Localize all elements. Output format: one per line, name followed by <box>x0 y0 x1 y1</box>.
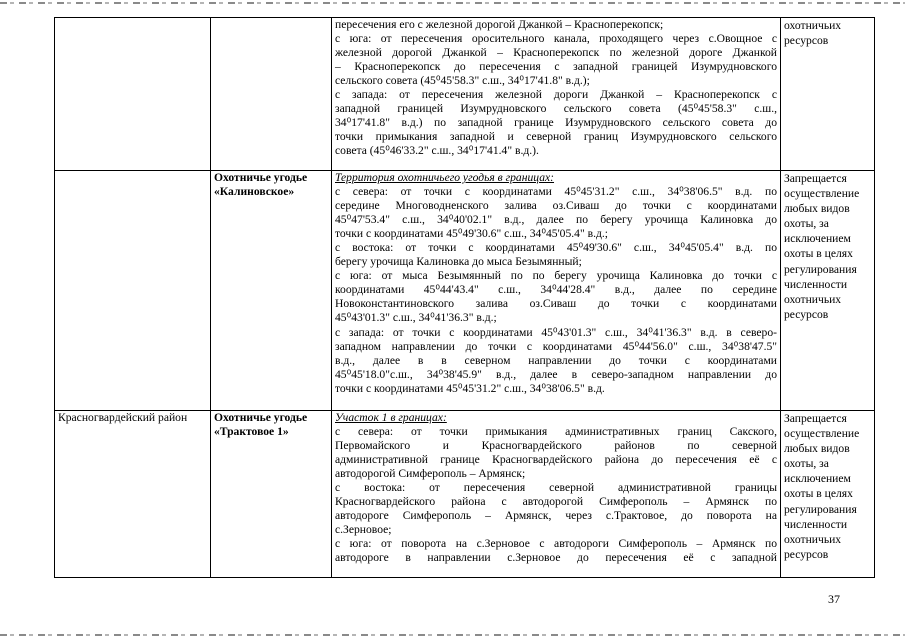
boundary-line: административной границе Красногвардейского района до пересечения её с <box>335 453 777 467</box>
restriction-line: ресурсов <box>784 34 829 48</box>
boundary-line: автодорогой Симферополь – Армянск; <box>335 467 526 481</box>
boundary-line: 45⁰43'01.3" с.ш., 34⁰41'36.3" в.д.; <box>335 311 497 325</box>
hunting-grounds-table <box>54 17 875 578</box>
restrictions-cell <box>781 411 875 578</box>
boundary-line: берегу урочища Калиновка до мыса Безымянный; <box>335 255 582 269</box>
restriction-line: регулирования <box>784 502 857 516</box>
boundary-line: в.д., далее в в северном направлении до точки с координатами <box>335 353 777 367</box>
restriction-line: охотничьих <box>784 532 842 546</box>
scan-edge-top <box>0 2 905 4</box>
restriction-line: охотничьих <box>784 19 842 32</box>
page-number: 37 <box>828 592 840 606</box>
boundary-line: пересечения его с железной дорогой Джанкой – Красноперекопск; <box>335 18 664 31</box>
boundary-line: Красногвардейского района с автодорогой Симферополь – Армянск по <box>335 495 777 509</box>
boundary-line: с.Зерновое; <box>335 523 392 537</box>
boundary-line: сельского совета (45⁰45'58.3" с.ш., 34⁰17'41.8" в.д.); <box>335 74 590 88</box>
table-row <box>55 171 875 411</box>
restriction-line: численности <box>784 277 848 291</box>
table-row <box>55 411 875 578</box>
restriction-line: ресурсов <box>784 307 829 321</box>
boundary-line: Первомайского и Красногвардейского районов по северной <box>335 439 777 453</box>
boundary-line: с запада: от точки с координатами 45⁰43'01.3" с.ш., 34⁰41'36.3" в.д. в северо- <box>335 325 777 339</box>
restriction-line: Запрещается <box>784 172 847 185</box>
boundary-line: середине Многоводненского залива оз.Сиваш до точки с координатами <box>335 199 777 213</box>
boundary-line: координатами 45⁰44'43.4" с.ш., 34⁰44'28.4" в.д., далее по середине <box>335 283 777 297</box>
boundary-line: с запада: от пересечения железной дороги Джанкой – Красноперекопск с <box>335 88 777 102</box>
restriction-line: охоты в целях <box>784 487 853 501</box>
hunting-ground-name: Охотничье угодье <box>214 411 308 424</box>
boundary-line: совета (45⁰46'33.2" с.ш., 34⁰17'41.4" в.д.). <box>335 144 539 158</box>
boundary-line: 45⁰45'18.0"с.ш., 34⁰38'45.9" в.д., далее в северо-западном направлении до <box>335 367 777 381</box>
boundary-line: с юга: от мыса Безымянный по по берегу урочища Калиновка до точки с <box>335 269 777 283</box>
restriction-line: охотничьих <box>784 292 842 306</box>
district-name: Красногвардейский район <box>58 411 188 424</box>
restriction-line: Запрещается <box>784 412 847 425</box>
restriction-line: численности <box>784 517 848 531</box>
boundary-line: железной дорогой Джанкой – Красноперекопск по железной дороге Джанкой <box>335 46 777 60</box>
boundary-line: 45⁰47'53.4" с.ш., 34⁰40'02.1" в.д., далее по берегу урочища Калиновка до <box>335 213 777 227</box>
section-heading: Участок 1 в границах: <box>335 411 447 424</box>
hunting-ground-name: «Трактовое 1» <box>214 425 289 439</box>
hunting-ground-cell <box>211 411 332 578</box>
boundary-line: точки примыкания западной и северной границ Изумрудновского сельского <box>335 130 777 144</box>
hunting-ground-name: Охотничье угодье <box>214 171 308 184</box>
restriction-line: регулирования <box>784 262 857 276</box>
boundary-line: с севера: от точки примыкания административных границ Сакского, <box>335 425 777 439</box>
boundary-line: автодороге Симферополь – Армянск, через с.Трактовое, до поворота на <box>335 509 777 523</box>
hunting-ground-cell <box>211 18 332 171</box>
boundary-line: с востока: от точки с координатами 45⁰49'30.6" с.ш., 34⁰45'05.4" в.д. по <box>335 241 777 255</box>
boundary-line: Новоконстантиновского залива оз.Сиваш до точки с координатами <box>335 297 777 311</box>
boundary-line: западной границей Изумрудновского сельского совета (45⁰45'58.3" с.ш., <box>335 102 777 116</box>
boundary-description-cell <box>332 18 781 171</box>
restrictions-cell <box>781 18 875 171</box>
hunting-ground-cell <box>211 171 332 411</box>
restriction-line: исключением <box>784 472 851 486</box>
boundary-line: точки с координатами 45⁰49'30.6" с.ш., 34⁰45'05.4" в.д.; <box>335 227 608 241</box>
boundary-line: 34⁰17'41.8" в.д.) по западной границе Изумрудновского сельского совета до <box>335 116 777 130</box>
boundary-line: западном направлении до точки с координатами 45⁰44'56.0" с.ш., 34⁰38'47.5" <box>335 339 777 353</box>
scan-edge-bottom <box>0 634 905 636</box>
restrictions-cell <box>781 171 875 411</box>
hunting-ground-name: «Калиновское» <box>214 185 295 199</box>
boundary-line: с севера: от точки с координатами 45⁰45'31.2" с.ш., 34⁰38'06.5" в.д. по <box>335 185 777 199</box>
section-heading: Территория охотничьего угодья в границах: <box>335 171 555 184</box>
restriction-line: охоты в целях <box>784 247 853 261</box>
restriction-line: исключением <box>784 232 851 246</box>
table-row <box>55 18 875 171</box>
restriction-line: любых видов <box>784 202 850 216</box>
boundary-line: с востока: от пересечения северной административной границы <box>335 481 777 495</box>
restriction-line: охоты, за <box>784 457 829 471</box>
restriction-line: ресурсов <box>784 547 829 561</box>
boundary-line: точки с координатами 45⁰45'31.2" с.ш., 34⁰38'06.5" в.д. <box>335 381 605 395</box>
restriction-line: осуществление <box>784 187 860 201</box>
restriction-line: охоты, за <box>784 217 829 231</box>
boundary-line: автодороге в направлении с.Зерновое до пересечения её с западной <box>335 551 777 565</box>
restriction-line: осуществление <box>784 427 860 441</box>
boundary-description-cell <box>332 171 781 411</box>
district-cell <box>55 18 211 171</box>
boundary-line: с юга: от поворота на с.Зерновое с автодороги Симферополь – Армянск по <box>335 537 777 551</box>
boundary-line: с юга: от пересечения оросительного канала, проходящего через с.Овощное с <box>335 32 777 46</box>
district-cell <box>55 411 211 578</box>
boundary-line: – Красноперекопск до пересечения с западной границей Изумрудновского <box>335 60 777 74</box>
boundary-description-cell <box>332 411 781 578</box>
district-cell <box>55 171 211 411</box>
restriction-line: любых видов <box>784 442 850 456</box>
